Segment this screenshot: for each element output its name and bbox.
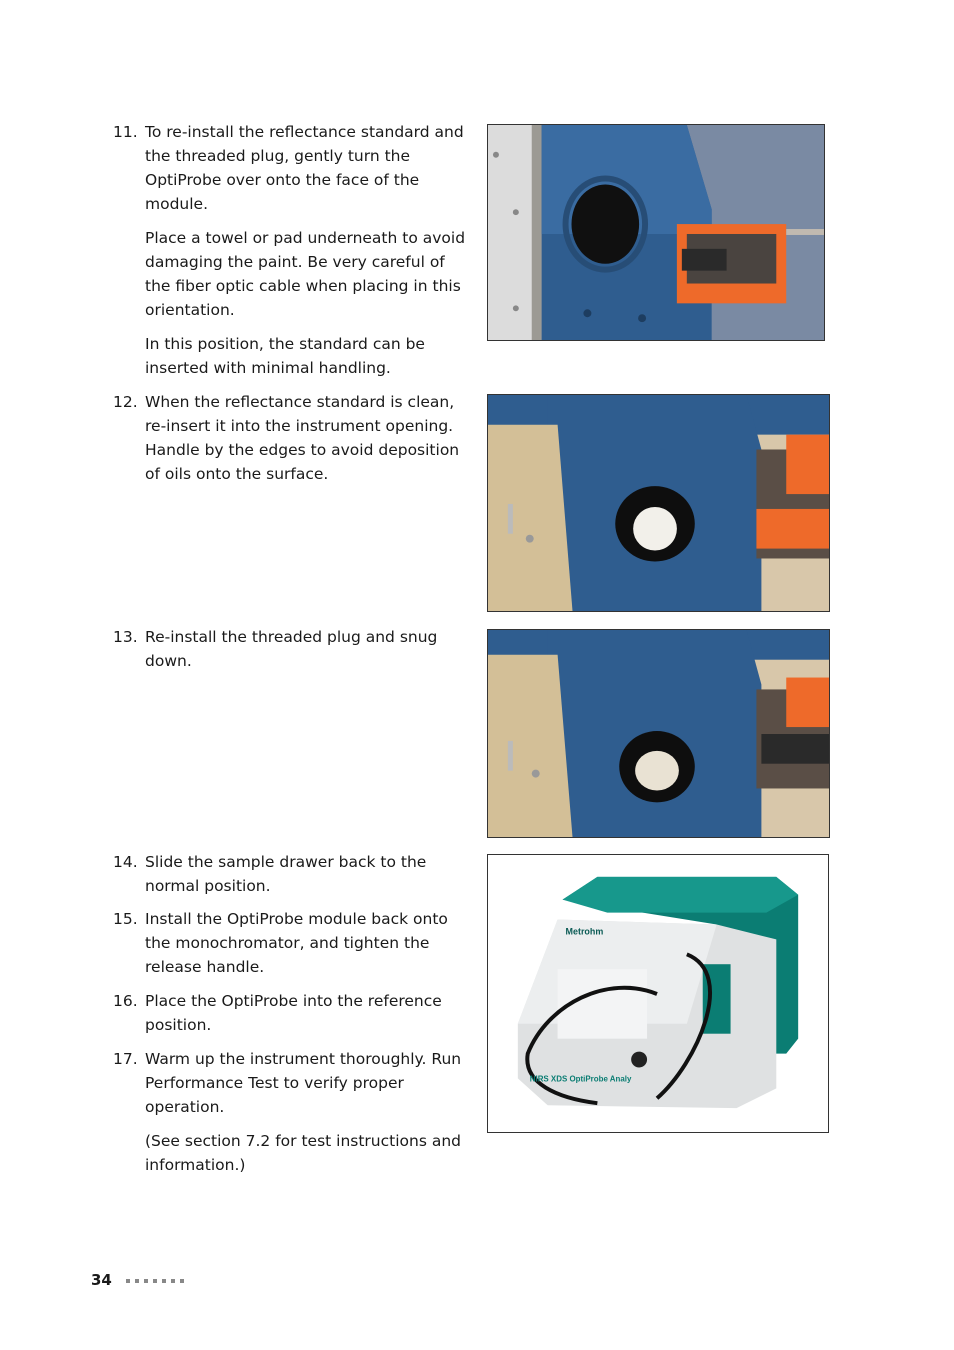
step-number: 17. bbox=[113, 1050, 138, 1068]
page-number: 34 bbox=[91, 1271, 112, 1289]
step-12 bbox=[113, 390, 473, 496]
step-16 bbox=[113, 989, 473, 1047]
step-17 bbox=[113, 1047, 473, 1187]
photo-reinsert-standard bbox=[487, 394, 830, 612]
step-text: When the reflectance standard is clean, re-insert it into the instrument opening. Handle by the edges to avoid deposition of oils onto the surface. bbox=[145, 393, 460, 483]
step-14 bbox=[113, 850, 473, 908]
photo-threaded-plug bbox=[487, 629, 830, 838]
step-text: (See section 7.2 for test instructions and information.) bbox=[145, 1132, 462, 1174]
step-number: 16. bbox=[113, 992, 138, 1010]
page-footer bbox=[91, 1268, 186, 1292]
photo-nirs-instrument bbox=[487, 854, 829, 1133]
step-text: Install the OptiProbe module back onto the monochromator, and tighten the release handle. bbox=[145, 910, 448, 976]
step-text: To re-install the reflectance standard and the threaded plug, gently turn the OptiProbe over onto the face of the module. bbox=[145, 123, 464, 213]
step-text: Warm up the instrument thoroughly. Run Performance Test to verify proper operation. bbox=[145, 1050, 462, 1116]
step-13 bbox=[113, 625, 473, 683]
step-number: 14. bbox=[113, 853, 138, 871]
step-text: Re-install the threaded plug and snug down. bbox=[145, 628, 438, 670]
step-text: In this position, the standard can be inserted with minimal handling. bbox=[145, 335, 425, 377]
footer-dots bbox=[123, 1268, 186, 1292]
step-number: 12. bbox=[113, 393, 138, 411]
step-text: Place the OptiProbe into the reference position. bbox=[145, 992, 442, 1034]
step-11 bbox=[113, 120, 473, 390]
step-15 bbox=[113, 907, 473, 989]
photo-probe-face-down bbox=[487, 124, 825, 341]
device-brand-text: Metrohm bbox=[565, 926, 604, 937]
step-number: 11. bbox=[113, 123, 138, 141]
step-text: Slide the sample drawer back to the normal position. bbox=[145, 853, 427, 895]
step-number: 15. bbox=[113, 910, 138, 928]
step-number: 13. bbox=[113, 628, 138, 646]
step-text: Place a towel or pad underneath to avoid damaging the paint. Be very careful of the fiber optic cable when placing in this orientation. bbox=[145, 229, 466, 319]
device-model-text: NIRS XDS OptiProbe Analy bbox=[529, 1074, 632, 1084]
